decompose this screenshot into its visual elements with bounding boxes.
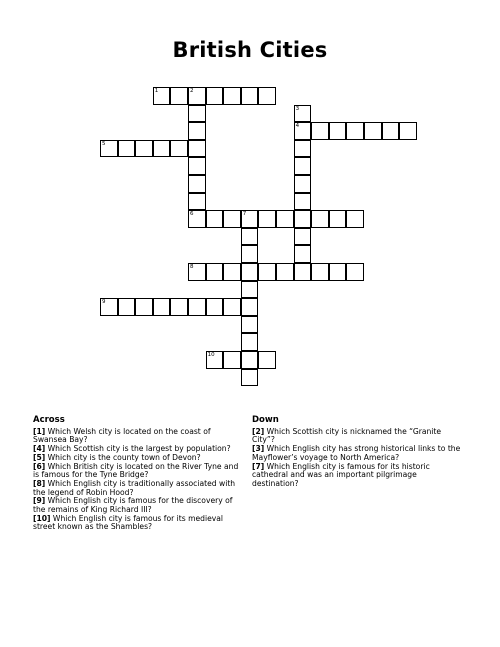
grid-cell[interactable] [188,105,206,123]
grid-cell[interactable] [188,140,206,158]
clue-number: [5] [33,452,46,462]
grid-cell[interactable] [118,298,136,316]
grid-cell[interactable] [188,87,206,105]
clue-across-9 [33,497,241,514]
grid-cell[interactable] [346,210,364,228]
clue-number: [3] [252,444,265,454]
grid-cell[interactable] [294,210,312,228]
grid-cell[interactable] [188,263,206,281]
grid-cell[interactable] [346,122,364,140]
grid-cell[interactable] [206,210,224,228]
grid-cell[interactable] [241,281,259,299]
cell-number: 3 [295,105,300,112]
grid-cell[interactable] [188,157,206,175]
clue-text: Which Welsh city is located on the coast of Swansea Bay? [33,426,211,445]
grid-cell[interactable] [153,140,171,158]
grid-cell[interactable] [188,210,206,228]
clue-text: Which city is the county town of Devon? [45,452,201,462]
clue-text: Which British city is located on the River Tyne and is famous for the Tyne Bridge? [33,461,239,480]
grid-cell[interactable] [206,263,224,281]
grid-cell[interactable] [329,122,347,140]
grid-cell[interactable] [170,87,188,105]
grid-cell[interactable] [294,157,312,175]
clue-number: [10] [33,513,51,523]
grid-cell[interactable] [294,228,312,246]
clue-text: Which Scottish city is the largest by population? [45,444,231,454]
grid-cell[interactable] [294,263,312,281]
grid-cell[interactable] [276,263,294,281]
grid-cell[interactable] [329,210,347,228]
grid-cell[interactable] [100,140,118,158]
clue-number: [1] [33,426,46,436]
grid-cell[interactable] [206,87,224,105]
grid-cell[interactable] [294,193,312,211]
grid-cell[interactable] [399,122,417,140]
grid-cell[interactable] [206,298,224,316]
grid-cell[interactable] [294,122,312,140]
grid-cell[interactable] [100,298,118,316]
grid-cell[interactable] [135,140,153,158]
cell-number: 8 [190,264,194,270]
grid-cell[interactable] [153,298,171,316]
grid-cell[interactable] [346,263,364,281]
clue-text: Which English city is famous for its historic cathedral and was an important pilgrimage destination? [252,461,430,488]
clue-text: Which English city is traditionally associated with the legend of Robin Hood? [33,478,236,497]
clue-text: Which Scottish city is nicknamed the “Granite City”? [252,426,442,445]
grid-cell[interactable] [294,245,312,263]
grid-cell[interactable] [258,210,276,228]
clue-text: Which English city has strong historical links to the Mayflower’s voyage to North America? [252,444,461,462]
grid-cell[interactable] [311,263,329,281]
clue-down-7 [252,463,462,489]
down-heading: Down [252,415,279,425]
grid-cell[interactable] [118,140,136,158]
grid-cell[interactable] [258,351,276,369]
grid-cell[interactable] [206,351,224,369]
clue-number: [8] [33,478,46,488]
grid-cell[interactable] [258,87,276,105]
across-clues [33,416,241,532]
clue-number: [4] [33,444,46,454]
grid-cell[interactable] [311,210,329,228]
grid-cell[interactable] [294,140,312,158]
clue-number: [7] [252,461,265,471]
grid-cell[interactable] [188,298,206,316]
grid-cell[interactable] [223,210,241,228]
clue-across-10 [33,515,241,532]
cell-number: 2 [190,88,194,94]
cell-number: 4 [295,123,300,130]
cell-number: 10 [207,352,215,358]
grid-cell[interactable] [188,122,206,140]
grid-cell[interactable] [364,122,382,140]
grid-cell[interactable] [241,369,259,387]
cell-number: 7 [242,211,247,218]
grid-cell[interactable] [294,175,312,193]
clue-text: Which English city is famous for the discovery of the remains of King Richard III? [33,496,233,515]
clue-across-1 [33,428,241,445]
grid-cell[interactable] [382,122,400,140]
clue-across-8 [33,480,241,497]
grid-cell[interactable] [170,298,188,316]
grid-cell[interactable] [241,210,259,228]
grid-cell[interactable] [223,351,241,369]
clue-across-6 [33,463,241,480]
clue-number: [2] [252,426,265,436]
cell-number: 1 [154,88,159,94]
grid-cell[interactable] [311,122,329,140]
grid-cell[interactable] [241,245,259,263]
grid-cell[interactable] [241,351,259,369]
grid-cell[interactable] [241,263,259,281]
grid-cell[interactable] [170,140,188,158]
clue-number: [6] [33,461,46,471]
grid-cell[interactable] [329,263,347,281]
cell-number: 9 [102,299,106,306]
down-clues [252,416,462,489]
grid-cell[interactable] [241,316,259,334]
grid-cell[interactable] [188,193,206,211]
grid-cell[interactable] [241,298,259,316]
clue-text: Which English city is famous for its medieval street known as the Shambles? [33,513,224,532]
grid-cell[interactable] [135,298,153,316]
cell-number: 6 [190,211,194,218]
clue-number: [9] [33,496,46,506]
across-heading: Across [33,415,65,425]
puzzle-title: British Cities [172,38,328,62]
grid-cell[interactable] [188,175,206,193]
grid-cell[interactable] [258,263,276,281]
grid-cell[interactable] [241,333,259,351]
grid-cell[interactable] [223,87,241,105]
grid-cell[interactable] [223,263,241,281]
clue-down-3 [252,445,462,462]
clue-down-2 [252,428,462,445]
cell-number: 5 [102,140,106,147]
grid-cell[interactable] [153,87,171,105]
grid-cell[interactable] [223,298,241,316]
grid-cell[interactable] [241,228,259,246]
grid-cell[interactable] [241,87,259,105]
grid-cell[interactable] [276,210,294,228]
grid-cell[interactable] [294,105,312,123]
